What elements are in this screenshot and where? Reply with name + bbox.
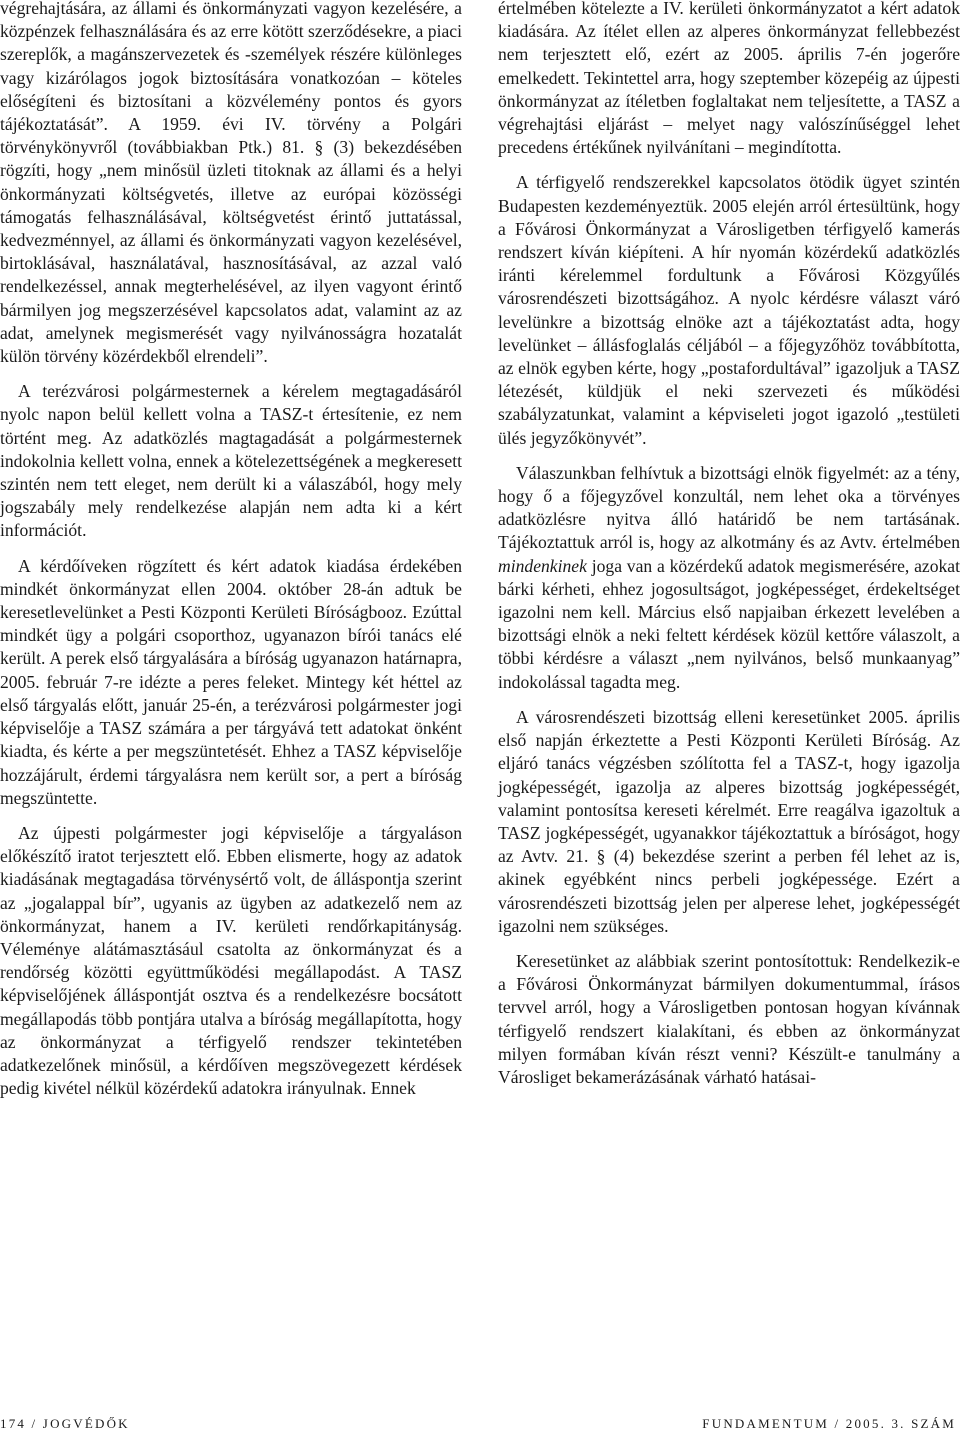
footer-journal-label: FUNDAMENTUM / 2005. 3. SZÁM <box>702 1416 956 1431</box>
right-column <box>498 0 960 1089</box>
paragraph: A városrendészeti bizottság elleni keresetünket 2005. április első napján érkeztette a Pesti Központi Kerületi Bíróság. Az eljáró tanács végzésben szólította fel a TASZ-t, hogy igazolja jogképességét, igazolja az alperes bizottság jogképességét, valamint pontosítsa kereseti kérelmét. Erre reagálva igazoltuk a TASZ jogképességét, ugyanakkor tájékoztattuk a bíróságot, hogy az Avtv. 21. § (4) bekezdése szerint a perben fél lehet az is, akinek egyébként nincs perbeli jogképessége. Ezért a városrendészeti bizottság jelen per alperese lehet, jogképességét igazolni nem szükséges. <box>498 706 960 936</box>
paragraph-text: joga van a közérdekű adatok megismerésére, azokat bárki kérheti, ehhez jogosultságot, jogképességet, érdekeltséget igazolni nem kell. Március első napjaiban érkezett levelében a bizottsági elnök a neki feltett kérdések közül kettőre válaszolt, a többi kérdésre a választ „nem nyilvános, belső munkaanyag” indokolással tagadta meg. <box>498 555 960 692</box>
left-column <box>0 0 462 1100</box>
paragraph: A térfigyelő rendszerekkel kapcsolatos ötödik ügyet szintén Budapesten kezdeményeztük. 2005 elején arról értesültünk, hogy a Fővárosi Önkormányzat a Városligetben térfigyelő kamerás rendszert kíván kiépíteni. A hír nyomán közérdekű adatközlés iránti kérelemmel fordultunk a Fővárosi Közgyűlés városrendészeti bizottságához. A nyolc kérdésre választ váró levelünkre a bizottság elnöke azt a tájékoztatást adta, hogy levelünket – állásfoglalás céljából – a főjegyzőhöz továbbította, az elnök egyben kérte, hogy „postafordultával” igazoljuk a TASZ létezését, küldjük el neki szervezeti és működési szabályzatunkat, valamint a képviseleti jogot igazoló „testületi ülés jegyzőkönyvét”. <box>498 172 960 448</box>
paragraph: Az újpesti polgármester jogi képviselője a tárgyaláson előkészítő iratot terjesztett elő. Ebben elismerte, hogy az adatok kiadásának megtagadása törvénysértő volt, de álláspontja szerint az „jogalappal bír”, ugyanis az ügyben az adatkezelő nem az önkormányzat, hanem a IV. kerületi rendőrkapitányság. Véleménye alátámasztásául csatolta az önkormányzat és a rendőrség közötti együttműködési megállapodást. A TASZ képviselőjének álláspontját osztva és a rendelkezésre bocsátott megállapodás több pontjára utalva a bíróság megállapította, hogy az önkormányzat a térfigyelő rendszer tekintetében adatkezelőnek minősül, a kérdőíven megszövegezett kérdések pedig kivétel nélkül közérdekű adatokra irányulnak. Ennek <box>0 822 462 1099</box>
paragraph: értelmében kötelezte a IV. kerületi önkormányzatot a kért adatok kiadására. Az ítélet ellen az alperes önkormányzat fellebbezést nem terjesztett elő, ezért az 2005. április 7-én jogerőre emelkedett. Tekintettel arra, hogy szeptember közepéig az újpesti önkormányzat az ítéletben foglaltakat nem teljesítette, a TASZ a végrehajtási eljárást – melyet nagy valószínűséggel lehet precedens értékűnek nyilvánítani – megindította. <box>498 0 960 158</box>
paragraph: Keresetünket az alábbiak szerint pontosítottuk: Rendelkezik-e a Fővárosi Önkormányzat bármilyen dokumentummal, írásos tervvel arról, hogy a Városligetben pontosan hogyan kívánnak térfigyelő rendszert kialakítani, és ebben az önkormányzat milyen formában kíván részt venni? Készült-e tanulmány a Városliget bekamerázásának várható hatásai- <box>498 950 960 1087</box>
paragraph <box>498 462 960 694</box>
paragraph: A kérdőíveken rögzített és kért adatok kiadása érdekében mindkét önkormányzat ellen 2004. október 28-án adtuk be keresetlevelünket a Pesti Központi Kerületi Bíróságbooz. Ezúttal mindkét ügy a polgári csoporthoz, ugyanazon bírói tanács elé került. A perek első tárgyalására a bíróság ugyanazon határnapra, 2005. február 7-re idézte a peres feleket. Mintegy két héttel az első tárgyalás előtt, január 25-én, a terézvárosi polgármester jogi képviselője a TASZ számára a per tárgyává tett adatokat önként kiadta, és kérte a per megszüntetését. Ehhez a TASZ képviselője hozzájárult, érdemi tárgyalásra nem került sor, a pert a bíróság megszüntette. <box>0 555 462 808</box>
footer-page-label: 174 / JOGVÉDŐK <box>0 1416 130 1431</box>
paragraph: végrehajtására, az állami és önkormányzati vagyon kezelésére, a közpénzek felhasználására és az erre kötött szerződésekre, a piaci szereplők, a magánszervezetek és -személyek részére különleges vagy kizárólagos jogok biztosítására vonatkozóan – köteles előségíteni és biztosítani a közvélemény pontos és gyors tájékoztatását”. A 1959. évi IV. törvény a Polgári törvénykönyvről (továbbiakban Ptk.) 81. § (3) bekezdésében rögzíti, hogy „nem minősül üzleti titoknak az állami és a helyi önkormányzati költségvetés, illetve az európai közösségi támogatás felhasználásával, költségvetést érintő juttatással, kedvezménnyel, az állami és önkormányzati vagyon kezelésével, birtoklásával, használatával, hasznosításával, az azzal való rendelkezéssel, annak megterhelésével, az ilyen vagyont érintő bármilyen jog megszerzésével kapcsolatos adat, valamint az az adat, amelynek megismerését vagy nyilvánosságra hozatalát külön törvény közérdekből elrendeli”. <box>0 0 462 367</box>
emphasis-text: mindenkinek <box>498 555 587 576</box>
paragraph: A terézvárosi polgármesternek a kérelem megtagadásáról nyolc napon belül kellett volna a TASZ-t értesítenie, ez nem történt meg. Az adatközlés magtagadását a polgármesternek indokolnia kellett volna, ennek a kötelezettségének a megkeresett szintén nem tett eleget, nem derült ki a válaszából, hogy mely jogszabály mely rendelkezése alapján nem adta ki a kért információt. <box>0 381 462 541</box>
paragraph-text: Válaszunkban felhívtuk a bizottsági elnök figyelmét: az a tény, hogy ő a főjegyzővel konzultál, nem lehet oka a törvényes adatközlésre nyitva álló határidő be nem tartásának. Tájékoztattuk arról is, hogy az alkotmány és az Avtv. értelmében <box>498 462 960 553</box>
